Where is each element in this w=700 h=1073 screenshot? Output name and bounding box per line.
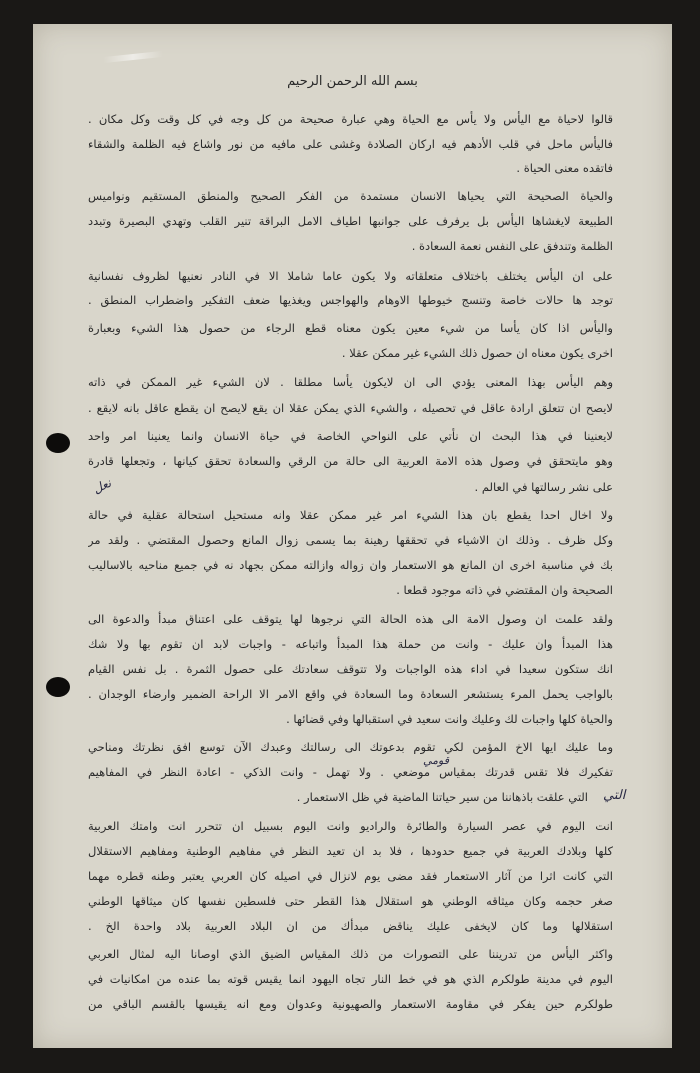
text-line: والحياة الصحيحة التي يحياها الانسان مستمدة من الفكر الصحيح والمنطق المستقيم ونواميس [88, 189, 613, 203]
text-line: على ان اليأس يختلف باختلاف متعلقاته ولا يكون عاما شاملا الا في النادر نعنيها لظروف نفسانية [88, 269, 613, 283]
text-line: كلها وبلادك العربية في جميع حدودها ، فلا بد ان تعيد النظر في مفاهيم الوطنية ومفاهيم الاستقلال [88, 844, 613, 858]
text-line: واليأس اذا كان يأسا من شيء معين يكون معناه قطع الرجاء من حصول هذا الشيء وبعبارة [88, 321, 613, 335]
text-line: استقلالها وما كان لايخفى عليك يناقض مبدأك من ان البلاد العربية بلاد واحدة الخ . [88, 919, 613, 933]
text-line: وهم اليأس بهذا المعنى يؤدي الى ان لايكون يأسا مطلقا . لان الشيء غير الممكن في ذاته [88, 375, 613, 389]
text-line: اليوم في مدينة طولكرم الذي هو في خط النار تجاه اليهود انما يقيس قوته بما عنده من امكانيات في [88, 972, 613, 986]
handwritten-note: قومي [423, 754, 450, 767]
text-line: فاليأس ماحل في قلب الأدهم فيه اركان الصلادة وغشى على مافيه من نور واشاع فيه الظلمة والشقاء [88, 137, 613, 151]
text-line: وهو مايتحقق في وصول هذه الامة العربية الى حالة من الرقي والسعادة تحقق كيانها ، وتجعلها قادرة [88, 454, 613, 468]
document-body [33, 24, 672, 1048]
text-line: التي كانت اثرا من آثار الاستعمار فقد مضى يوم لانزال في اصيله كان العربي يعتبر وطنه قطره مهما [88, 869, 613, 883]
text-line: ولا اخال احدا يقطع بان هذا الشيء امر غير ممكن عقلا وانه مستحيل استحالة عقلية في حالة [88, 508, 613, 522]
text-line: لايعنينا في هذا البحث ان نأتي على النواحي الخاصة في حياة الانسان وانما يعنينا امر واحد [88, 429, 613, 443]
handwritten-note: نعل [90, 475, 114, 497]
punch-hole [46, 433, 70, 453]
text-line: واكثر اليأس من تدريننا على التصورات من ذلك المقياس الضيق الذي اوصانا اليه لمثال العربي [88, 947, 613, 961]
handwritten-note: التي [603, 788, 626, 803]
text-line: هذا المبدأ وان عليك - وانت من حملة هذا المبدأ واتباعه - واجبات لابد ان تقوم بها ولا شك [88, 637, 613, 651]
text-line: توجد ها حالات خاصة وتنسج خيوطها الاوهام والهواجس ويغذيها ضعف التفكير واضطراب المنطق . [88, 293, 613, 307]
text-line: بالواجب يحمل المرء يستشعر السعادة وما السعادة في واقع الامر الا الراحة الضمير وارضاء الوجدان . [88, 687, 613, 701]
text-line: ولقد علمت ان وصول الامة الى هذه الحالة التي نرجوها لها يتوقف على اعتناق مبدأ والدعوة الى [88, 612, 613, 626]
punch-hole [46, 677, 70, 697]
basmala-heading: بسم الله الرحمن الرحيم [287, 74, 418, 89]
text-line: انت اليوم في عصر السيارة والطائرة والراديو وانت اليوم بسبيل ان تتحرر انت وامتك العربية [88, 819, 613, 833]
text-line: التي علقت باذهاننا من سير حياتنا الماضية في ظل الاستعمار . [296, 790, 588, 804]
text-line: الصحيحة وان المقتضي في ذاته موجود قطعا . [396, 583, 613, 597]
text-line: فاتقده معنى الحياة . [516, 161, 613, 175]
text-line: وما عليك ايها الاخ المؤمن لكي تقوم بدعوتك الى رسالتك وعبدك الآن توسع افق نظرتك ومناحي [88, 740, 613, 754]
text-line: صغر حجمه وكان ميثاقه الوطني هو استقلال هذا القطر حتى فلسطين نفسها كان ميثاقها الوطني [88, 894, 613, 908]
text-line: الطبيعة لايغشاها اليأس بل يرفرف على جوانبها اطياف الامل البراقة تنير القلب وتهدي البصيرة وتبدد [88, 214, 613, 228]
text-line: بك في مناسبة اخرى ان المانع هو الاستعمار وان زواله وازالته ممكن بجهاد نه في جميع مناحيه بالاساليب [88, 558, 613, 572]
text-line: انك ستكون سعيدا في اداء هذه الواجبات ولا تتوقف سعادتك على حصول الثمرة . بل نفس القيام [88, 662, 613, 676]
text-line: لايصح ان تتعلق ارادة عاقل في تحصيله ، والشيء الذي يمكن عقلا ان يقع لايصح ان يقطع عاقل بانه لايقع . [88, 401, 613, 415]
text-line: وكل ظرف . وذلك ان الاشياء في تحققها رهينة بما يسمى زوال المانع وحصول المقتضي . ولقد مر [88, 533, 613, 547]
text-line: طولكرم حين يفكر في مقاومة الاستعمار والصهيونية وعدوان ومع انه يقيسها بالقسم الباقي من [88, 997, 613, 1011]
text-line: والحياة كلها واجبات لك وعليك وانت سعيد في استقبالها وفي قضائها . [286, 712, 613, 726]
text-line: الظلمة وتندفق على النفس نعمة السعادة . [411, 239, 613, 253]
text-line: تفكيرك فلا تقس قدرتك بمقياس موضعي . ولا تهمل - وانت الذكي - اعادة النظر في المفاهيم [88, 765, 613, 779]
document-page [33, 24, 672, 1048]
text-line: على نشر رسالتها في العالم . [474, 480, 613, 494]
text-line: قالوا لاحياة مع اليأس ولا يأس مع الحياة وهي عبارة صحيحة من كل وجه في كل وقت وكل مكان . [88, 112, 613, 126]
text-line: اخرى يكون معناه ان حصول ذلك الشيء غير ممكن عقلا . [341, 346, 613, 360]
